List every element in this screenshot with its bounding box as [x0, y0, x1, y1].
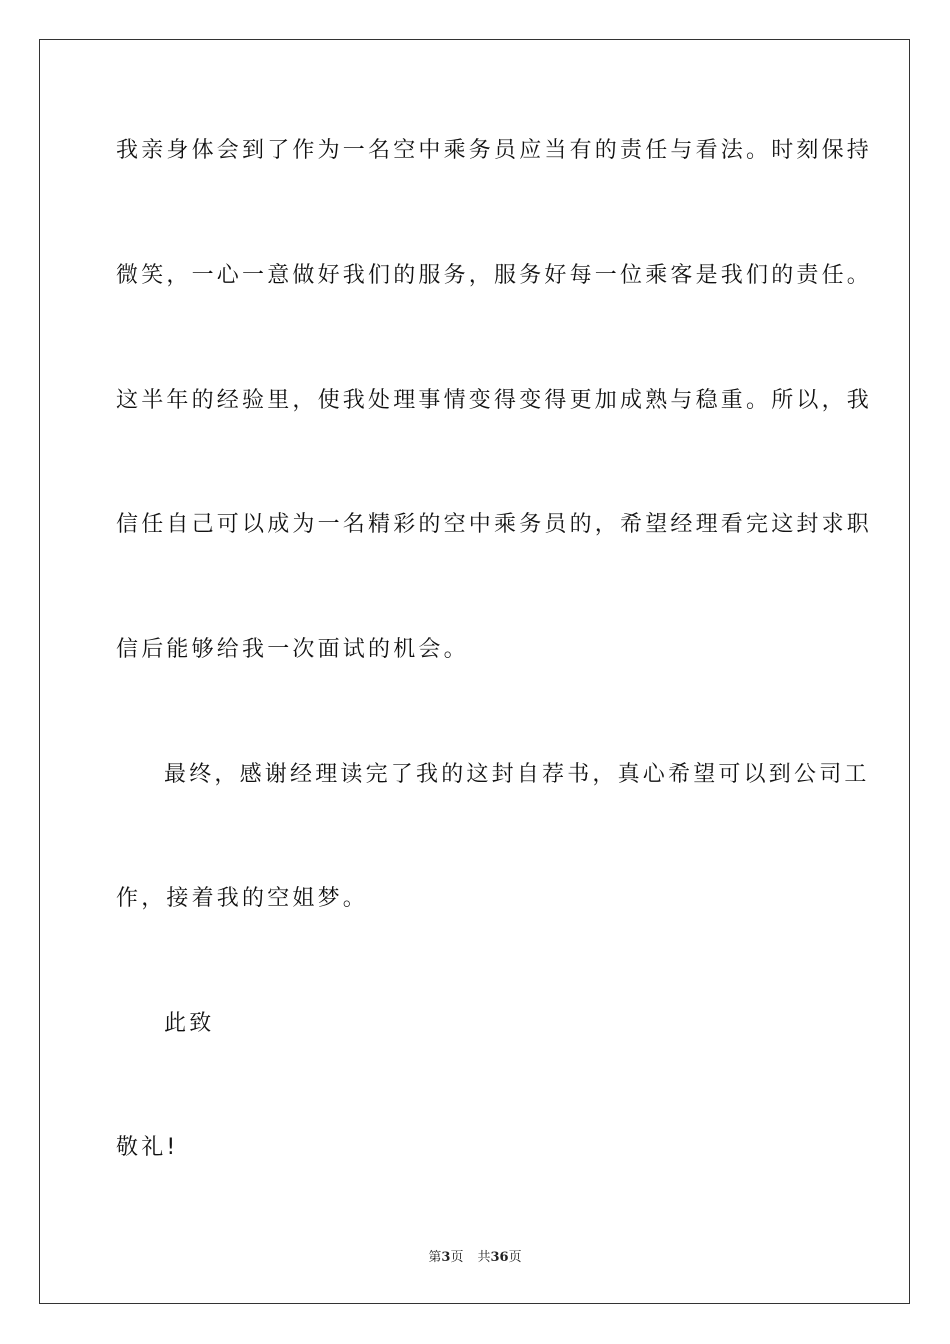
page-footer: [0, 1246, 950, 1265]
footer-total-suffix: 页: [508, 1250, 522, 1265]
footer-total-prefix: 共: [477, 1250, 491, 1265]
body-line-6: 最终，感谢经理读完了我的这封自荐书，真心希望可以到公司工: [164, 762, 870, 787]
footer-page-prefix: 第: [428, 1250, 442, 1265]
footer-page-number: 3: [441, 1250, 451, 1265]
footer-page-suffix: 页: [450, 1250, 464, 1265]
footer-total-pages: 36: [490, 1250, 509, 1265]
page-border: [39, 39, 910, 1304]
body-line-7: 作，接着我的空姐梦。: [116, 886, 369, 911]
body-line-2: 微笑，一心一意做好我们的服务，服务好每一位乘客是我们的责任。: [116, 263, 873, 288]
closing-salutation: 此致: [164, 1011, 215, 1036]
body-line-5: 信后能够给我一次面试的机会。: [116, 637, 469, 662]
body-line-1: 我亲身体会到了作为一名空中乘务员应当有的责任与看法。时刻保持: [116, 138, 873, 163]
closing-regards: 敬礼!: [116, 1135, 179, 1160]
body-line-4: 信任自己可以成为一名精彩的空中乘务员的，希望经理看完这封求职: [116, 512, 873, 537]
body-line-3: 这半年的经验里，使我处理事情变得变得更加成熟与稳重。所以，我: [116, 388, 873, 413]
